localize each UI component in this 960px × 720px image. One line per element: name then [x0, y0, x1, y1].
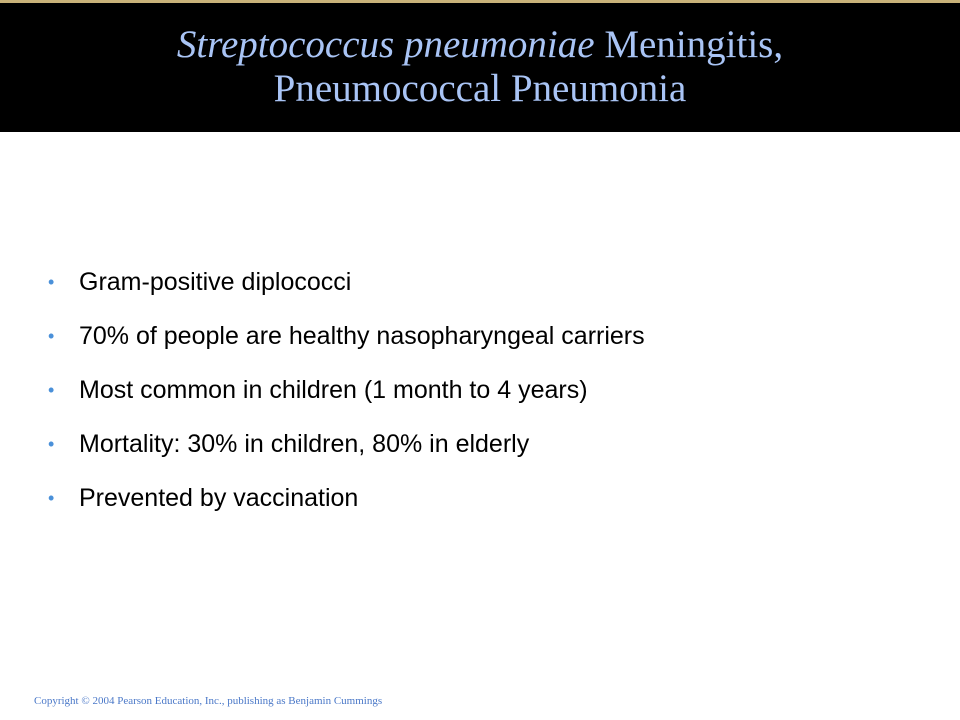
- bullet-text: Prevented by vaccination: [79, 484, 359, 512]
- bullet-item: [48, 370, 645, 424]
- bullet-item: [48, 262, 645, 316]
- bullet-marker: •: [48, 272, 55, 292]
- bullet-marker: •: [48, 380, 55, 400]
- bullet-text: 70% of people are healthy nasopharyngeal carriers: [79, 322, 645, 350]
- bullet-text: Most common in children (1 month to 4 years): [79, 376, 588, 404]
- bullet-item: [48, 316, 645, 370]
- bullet-marker: •: [48, 488, 55, 508]
- slide-title: [0, 23, 960, 111]
- title-bar: [0, 0, 960, 132]
- title-species-name: Streptococcus pneumoniae: [176, 23, 595, 66]
- bullet-text: Mortality: 30% in children, 80% in elderly: [79, 430, 530, 458]
- bullet-marker: •: [48, 434, 55, 454]
- title-line1-rest: Meningitis,: [594, 23, 784, 66]
- bullet-marker: •: [48, 326, 55, 346]
- bullet-item: [48, 478, 645, 532]
- bullet-item: [48, 424, 645, 478]
- bullet-list: [48, 262, 645, 532]
- title-line2: Pneumococcal Pneumonia: [273, 67, 687, 110]
- copyright-notice: Copyright © 2004 Pearson Education, Inc., publishing as Benjamin Cummings: [34, 695, 383, 707]
- bullet-text: Gram-positive diplococci: [79, 268, 352, 296]
